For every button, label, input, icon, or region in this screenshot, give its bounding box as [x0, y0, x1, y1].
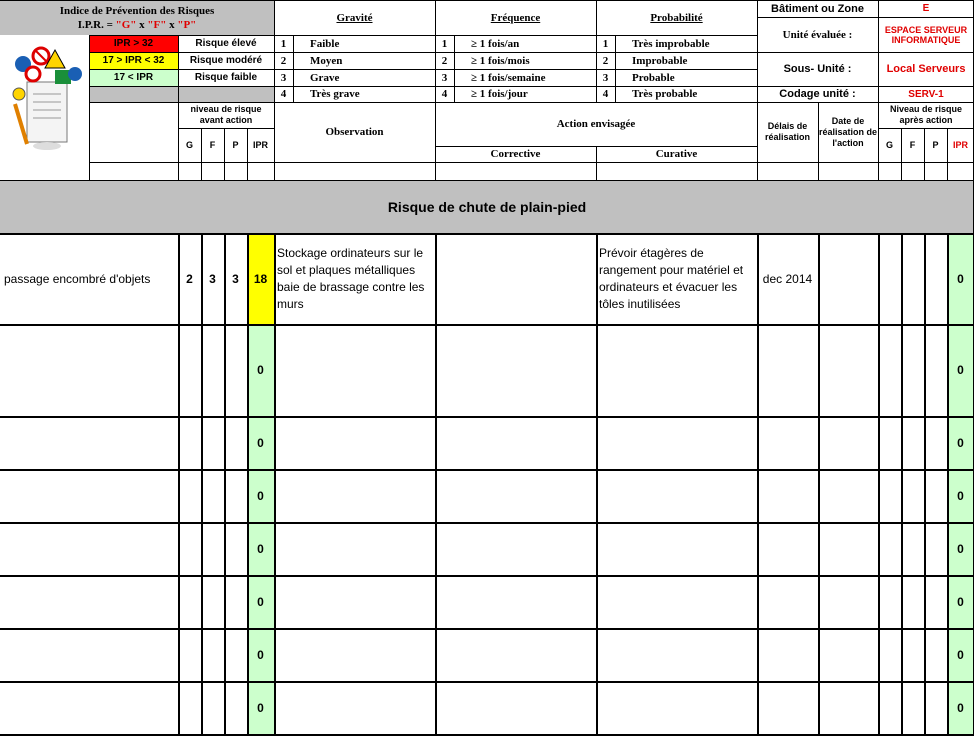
risk-cell[interactable]: passage encombré d'objets	[4, 271, 151, 286]
observation-cell[interactable]	[274, 324, 435, 416]
ipr-cell[interactable]: 0	[247, 416, 274, 469]
grid-line	[615, 35, 616, 102]
frequence-number: 3	[441, 71, 448, 84]
grid-line	[89, 86, 757, 87]
date-realisation-header: Date de réalisation de l'action	[818, 115, 878, 148]
g-cell[interactable]	[178, 416, 201, 469]
action-header: Action envisagée	[556, 118, 636, 130]
curative-cell[interactable]	[596, 522, 757, 575]
grid-line	[757, 17, 974, 18]
risk-cell[interactable]	[0, 575, 178, 628]
safety-signs-mascot-icon	[0, 35, 89, 162]
frequence-number: 1	[441, 37, 448, 50]
col-p-header: P	[232, 140, 239, 150]
curative-cell[interactable]: Prévoir étagères de rangement pour matériel et ordinateurs et évacuer les tôles inutilisées	[599, 245, 744, 311]
g-after-cell[interactable]	[878, 522, 901, 575]
grid-line	[878, 233, 880, 734]
grid-line	[818, 102, 819, 180]
ipr-cell[interactable]: 0	[247, 522, 274, 575]
g-cell[interactable]	[178, 628, 201, 681]
probabilite-number: 2	[602, 54, 609, 67]
ipr-after-cell[interactable]: 0	[947, 324, 974, 416]
gravite-label: Faible	[310, 37, 340, 50]
grid-line	[947, 128, 948, 180]
p-cell[interactable]	[224, 324, 247, 416]
ipr-cell[interactable]: 0	[247, 575, 274, 628]
f-after-cell[interactable]	[901, 681, 924, 735]
ipr-after-cell[interactable]: 0	[947, 416, 974, 469]
f-cell[interactable]	[201, 324, 224, 416]
grid-line	[0, 575, 974, 577]
grid-line	[947, 233, 949, 734]
g-cell[interactable]	[178, 324, 201, 416]
frequence-number: 2	[441, 54, 448, 67]
col-p-after-header: P	[932, 140, 939, 150]
risk-cell[interactable]	[0, 628, 178, 681]
date-cell[interactable]	[818, 575, 878, 628]
f-after-cell[interactable]	[901, 522, 924, 575]
grid-line	[247, 233, 249, 734]
ipr-after-cell[interactable]: 0	[947, 233, 974, 324]
risk-cell[interactable]	[0, 681, 178, 735]
grid-line	[818, 233, 820, 734]
delais-header: Délais de réalisation	[764, 121, 811, 142]
gravite-number: 3	[280, 71, 287, 84]
legend-range-low: 17 < IPR	[89, 69, 178, 86]
date-cell[interactable]	[818, 628, 878, 681]
delais-cell[interactable]	[757, 469, 818, 522]
legend-label-high: Risque élevé	[195, 38, 257, 49]
grid-line	[878, 128, 974, 129]
grid-line	[0, 522, 974, 524]
g-cell[interactable]	[178, 469, 201, 522]
corrective-cell[interactable]	[435, 469, 596, 522]
grid-line	[224, 233, 226, 734]
observation-cell[interactable]	[274, 522, 435, 575]
legend-empty-gray	[89, 86, 274, 102]
f-after-cell[interactable]	[901, 575, 924, 628]
curative-cell[interactable]	[596, 469, 757, 522]
ipr-cell[interactable]: 0	[247, 469, 274, 522]
p-cell[interactable]: 3	[232, 271, 239, 286]
delais-cell[interactable]	[757, 522, 818, 575]
p-cell[interactable]	[224, 469, 247, 522]
batiment-value: E	[922, 3, 930, 14]
g-cell[interactable]	[178, 522, 201, 575]
grid-line	[201, 233, 203, 734]
risk-cell[interactable]	[0, 324, 178, 416]
risk-cell[interactable]	[0, 416, 178, 469]
ipr-after-cell[interactable]: 0	[947, 469, 974, 522]
grid-line	[901, 233, 903, 734]
col-ipr-header: IPR	[252, 140, 268, 150]
grid-line	[293, 35, 294, 102]
gravite-number: 4	[280, 88, 287, 100]
curative-header: Curative	[655, 148, 698, 160]
corrective-cell[interactable]	[435, 575, 596, 628]
g-after-cell[interactable]	[878, 416, 901, 469]
observation-header: Observation	[325, 126, 384, 138]
gravite-label: Grave	[310, 71, 340, 84]
ipr-after-cell[interactable]: 0	[947, 681, 974, 735]
corrective-cell[interactable]	[435, 416, 596, 469]
batiment-label: Bâtiment ou Zone	[771, 2, 864, 15]
grid-line	[89, 52, 757, 53]
gravite-label: Moyen	[310, 54, 343, 67]
grid-line	[89, 102, 757, 103]
grid-line	[757, 0, 758, 180]
frequence-number: 4	[441, 88, 448, 100]
grid-line	[924, 128, 925, 180]
corrective-cell[interactable]	[435, 324, 596, 416]
observation-cell[interactable]	[274, 628, 435, 681]
ipr-title-block	[0, 0, 274, 35]
grid-line	[454, 35, 455, 102]
g-after-cell[interactable]	[878, 575, 901, 628]
gravite-label: Très grave	[310, 88, 360, 100]
f-cell[interactable]	[201, 681, 224, 735]
probabilite-number: 1	[602, 37, 609, 50]
grid-line	[178, 35, 179, 180]
f-after-cell[interactable]	[901, 416, 924, 469]
corrective-cell[interactable]	[435, 628, 596, 681]
legend-label-low: Risque faible	[194, 72, 258, 83]
g-cell[interactable]: 2	[186, 271, 193, 286]
date-cell[interactable]	[818, 681, 878, 735]
gravite-number: 2	[280, 54, 287, 67]
codage-label: Codage unité :	[779, 88, 856, 100]
ipr-cell[interactable]: 0	[247, 628, 274, 681]
p-after-cell[interactable]	[924, 575, 947, 628]
p-after-cell[interactable]	[924, 522, 947, 575]
f-cell[interactable]	[201, 416, 224, 469]
f-cell[interactable]	[201, 575, 224, 628]
curative-cell[interactable]	[596, 324, 757, 416]
col-g-header: G	[185, 140, 193, 150]
f-after-cell[interactable]	[901, 469, 924, 522]
grid-line	[878, 0, 879, 180]
frequence-label: ≥ 1 fois/jour	[471, 88, 528, 100]
f-cell[interactable]	[201, 522, 224, 575]
corrective-cell[interactable]	[435, 233, 596, 324]
ipr-cell[interactable]: 18	[247, 233, 274, 324]
grid-line	[596, 146, 597, 180]
risk-cell[interactable]	[0, 469, 178, 522]
grid-line	[757, 233, 759, 734]
delais-cell[interactable]	[757, 416, 818, 469]
curative-cell[interactable]	[596, 681, 757, 735]
f-after-cell[interactable]	[901, 324, 924, 416]
frequence-label: ≥ 1 fois/semaine	[471, 71, 546, 84]
frequence-label: ≥ 1 fois/an	[471, 37, 520, 50]
f-cell[interactable]: 3	[209, 271, 216, 286]
p-after-cell[interactable]	[924, 628, 947, 681]
ipr-cell[interactable]: 0	[247, 681, 274, 735]
sous-unite-label: Sous- Unité :	[783, 63, 852, 75]
g-after-cell[interactable]	[878, 324, 901, 416]
probabilite-label: Improbable	[632, 54, 688, 67]
grid-line	[901, 128, 902, 180]
delais-cell[interactable]	[757, 575, 818, 628]
grid-line	[757, 52, 974, 53]
grid-line	[0, 469, 974, 471]
grid-line	[178, 128, 274, 129]
grid-line	[247, 128, 248, 180]
sous-unite-value: Local Serveurs	[886, 63, 966, 75]
codage-value: SERV-1	[908, 88, 944, 100]
gravite-number: 1	[280, 37, 287, 50]
grid-line	[757, 86, 974, 87]
grid-line	[0, 180, 974, 181]
observation-cell[interactable]	[274, 575, 435, 628]
grid-line	[274, 0, 275, 180]
grid-line	[596, 0, 597, 102]
date-cell[interactable]	[818, 233, 878, 324]
g-after-cell[interactable]	[878, 469, 901, 522]
grid-line	[924, 233, 926, 734]
ipr-formula: I.P.R. = "G" x "F" x "P"	[77, 18, 197, 31]
date-cell[interactable]	[818, 324, 878, 416]
risk-cell[interactable]	[0, 522, 178, 575]
p-after-cell[interactable]	[924, 681, 947, 735]
grid-line	[757, 102, 974, 103]
grid-line	[274, 233, 276, 734]
p-cell[interactable]	[224, 575, 247, 628]
niveau-apres-header: Niveau de risque après action	[889, 104, 963, 125]
curative-cell[interactable]	[596, 416, 757, 469]
f-after-cell[interactable]	[901, 233, 924, 324]
curative-cell[interactable]	[596, 628, 757, 681]
g-cell[interactable]	[178, 681, 201, 735]
section-title: Risque de chute de plain-pied	[0, 181, 974, 233]
grid-line	[89, 35, 90, 180]
p-cell[interactable]	[224, 522, 247, 575]
delais-cell[interactable]	[757, 681, 818, 735]
f-cell[interactable]	[201, 628, 224, 681]
f-cell[interactable]	[201, 469, 224, 522]
p-cell[interactable]	[224, 628, 247, 681]
ipr-after-cell[interactable]: 0	[947, 575, 974, 628]
grid-line	[89, 162, 974, 163]
grid-line	[0, 416, 974, 418]
grid-line	[0, 0, 974, 1]
f-after-cell[interactable]	[901, 628, 924, 681]
legend-label-mid: Risque modéré	[189, 55, 263, 66]
g-after-cell[interactable]	[878, 681, 901, 735]
frequence-label: ≥ 1 fois/mois	[471, 54, 530, 67]
g-after-cell[interactable]	[878, 233, 901, 324]
p-cell[interactable]	[224, 681, 247, 735]
ipr-cell[interactable]: 0	[247, 324, 274, 416]
date-cell[interactable]	[818, 522, 878, 575]
date-cell[interactable]	[818, 416, 878, 469]
unite-value: ESPACE SERVEUR INFORMATIQUE	[884, 24, 968, 45]
col-f-header: F	[209, 140, 216, 150]
delais-cell[interactable]: dec 2014	[762, 271, 813, 286]
observation-cell[interactable]: Stockage ordinateurs sur le sol et plaques métalliques baie de brassage contre les murs	[277, 245, 425, 311]
grid-line	[201, 128, 202, 180]
probabilite-label: Probable	[632, 71, 675, 84]
delais-cell[interactable]	[757, 628, 818, 681]
probabilite-label: Très improbable	[632, 37, 710, 50]
observation-cell[interactable]	[274, 469, 435, 522]
probabilite-label: Très probable	[632, 88, 698, 100]
probabilite-number: 3	[602, 71, 609, 84]
p-after-cell[interactable]	[924, 324, 947, 416]
gravite-title: Gravité	[336, 11, 373, 24]
probabilite-number: 4	[602, 88, 609, 100]
corrective-cell[interactable]	[435, 522, 596, 575]
corrective-cell[interactable]	[435, 681, 596, 735]
grid-line	[0, 233, 974, 235]
grid-line	[274, 35, 757, 36]
grid-line	[435, 233, 437, 734]
p-after-cell[interactable]	[924, 416, 947, 469]
delais-cell[interactable]	[757, 324, 818, 416]
grid-line	[178, 233, 180, 734]
grid-line	[596, 233, 598, 734]
legend-range-mid: 17 > IPR < 32	[89, 52, 178, 69]
corrective-header: Corrective	[490, 148, 541, 160]
ipr-after-cell[interactable]: 0	[947, 628, 974, 681]
observation-cell[interactable]	[274, 416, 435, 469]
col-f-after-header: F	[909, 140, 916, 150]
p-cell[interactable]	[224, 416, 247, 469]
date-cell[interactable]	[818, 469, 878, 522]
probabilite-title: Probabilité	[650, 11, 703, 24]
col-ipr-after-header: IPR	[952, 140, 968, 150]
p-after-cell[interactable]	[924, 469, 947, 522]
unite-label: Unité évaluée :	[782, 28, 853, 41]
grid-line	[89, 69, 757, 70]
grid-line	[224, 128, 225, 180]
frequence-title: Fréquence	[490, 11, 541, 24]
g-cell[interactable]	[178, 575, 201, 628]
legend-range-high: IPR > 32	[89, 35, 178, 52]
grid-line	[0, 628, 974, 630]
grid-line	[89, 35, 274, 36]
ipr-after-cell[interactable]: 0	[947, 522, 974, 575]
col-g-after-header: G	[885, 140, 893, 150]
observation-cell[interactable]	[274, 681, 435, 735]
grid-line	[435, 0, 436, 180]
grid-line	[0, 681, 974, 683]
grid-line	[0, 324, 974, 326]
g-after-cell[interactable]	[878, 628, 901, 681]
niveau-avant-header: niveau de risque avant action	[190, 104, 262, 125]
p-after-cell[interactable]	[924, 233, 947, 324]
ipr-title: Indice de Prévention des Risques	[59, 4, 215, 17]
curative-cell[interactable]	[596, 575, 757, 628]
